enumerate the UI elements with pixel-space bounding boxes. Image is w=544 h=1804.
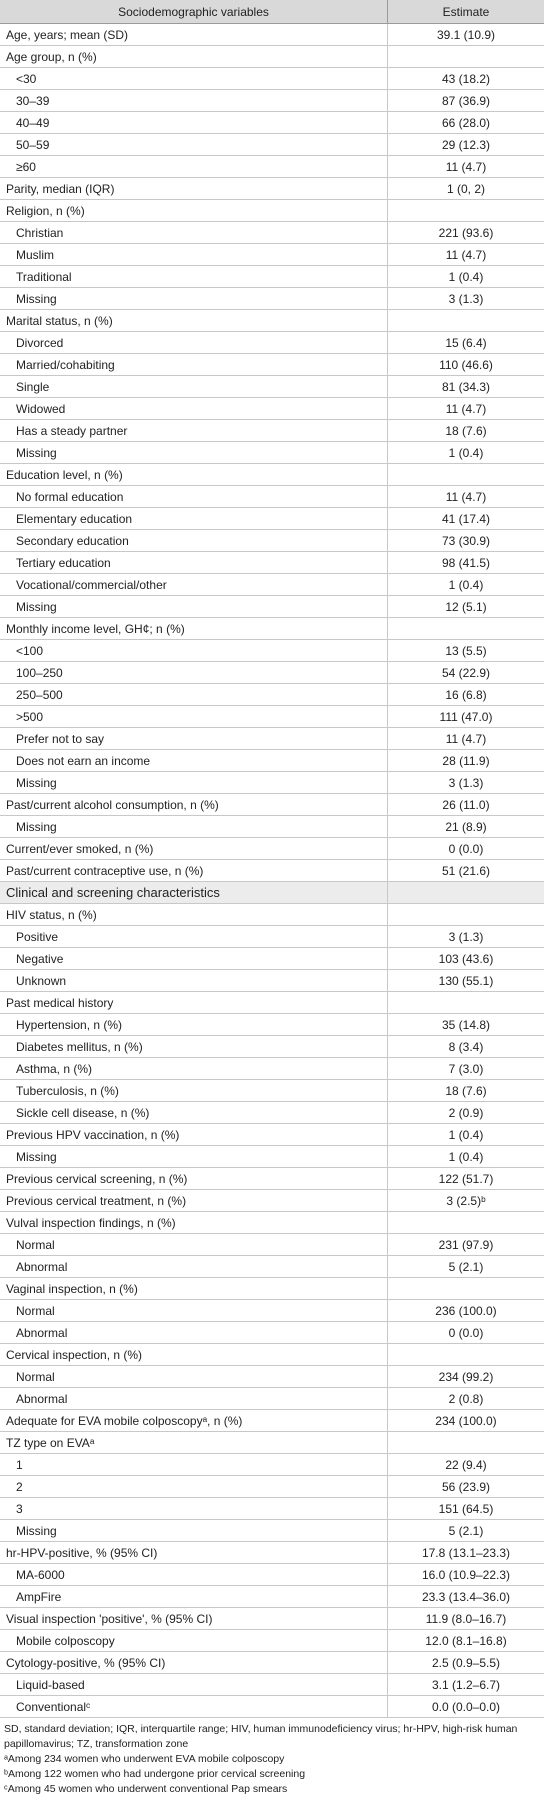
row-value: 21 (8.9) <box>388 816 544 838</box>
footnote: ᵃAmong 234 women who underwent EVA mobile colposcopy <box>4 1753 285 1765</box>
row-value <box>388 310 544 332</box>
row-label: 50–59 <box>0 134 388 156</box>
row-label: Missing <box>0 816 388 838</box>
row-label: Traditional <box>0 266 388 288</box>
table-row <box>0 904 544 926</box>
row-label: Missing <box>0 442 388 464</box>
row-label: Divorced <box>0 332 388 354</box>
row-value: 11 (4.7) <box>388 244 544 266</box>
table-row <box>0 1080 544 1102</box>
row-value: 3 (1.3) <box>388 288 544 310</box>
row-label: Missing <box>0 1520 388 1542</box>
row-label: No formal education <box>0 486 388 508</box>
row-label: HIV status, n (%) <box>0 904 388 926</box>
row-value: 3.1 (1.2–6.7) <box>388 1674 544 1696</box>
row-label: AmpFire <box>0 1586 388 1608</box>
row-label: Normal <box>0 1300 388 1322</box>
table-row <box>0 1674 544 1696</box>
table-row <box>0 1608 544 1630</box>
row-label: Religion, n (%) <box>0 200 388 222</box>
table-row <box>0 970 544 992</box>
row-value: 0.0 (0.0–0.0) <box>388 1696 544 1718</box>
table-row <box>0 596 544 618</box>
row-value: 0 (0.0) <box>388 1322 544 1344</box>
row-value: 8 (3.4) <box>388 1036 544 1058</box>
row-value: 35 (14.8) <box>388 1014 544 1036</box>
table-row <box>0 1476 544 1498</box>
row-label: 2 <box>0 1476 388 1498</box>
header-estimate: Estimate <box>388 0 544 24</box>
table-row <box>0 1564 544 1586</box>
row-value: 13 (5.5) <box>388 640 544 662</box>
table-row <box>0 1036 544 1058</box>
row-value <box>388 464 544 486</box>
row-value <box>388 1278 544 1300</box>
footnote: SD, standard deviation; IQR, interquartile range; HIV, human immunodeficiency virus; hr-HPV, high-risk human papillomavirus; TZ, transformation zone <box>4 1723 518 1750</box>
row-value: 15 (6.4) <box>388 332 544 354</box>
row-value: 56 (23.9) <box>388 1476 544 1498</box>
row-label: 250–500 <box>0 684 388 706</box>
row-label: >500 <box>0 706 388 728</box>
row-label: Missing <box>0 1146 388 1168</box>
row-value <box>388 904 544 926</box>
table-row <box>0 992 544 1014</box>
row-label: Prefer not to say <box>0 728 388 750</box>
table-row <box>0 750 544 772</box>
row-value: 7 (3.0) <box>388 1058 544 1080</box>
row-label: Adequate for EVA mobile colposcopyᵃ, n (%) <box>0 1410 388 1432</box>
table-row <box>0 684 544 706</box>
row-label: <30 <box>0 68 388 90</box>
row-value: 231 (97.9) <box>388 1234 544 1256</box>
table-row <box>0 332 544 354</box>
footnote: ᵇAmong 122 women who had undergone prior cervical screening <box>4 1768 306 1780</box>
table-row <box>0 442 544 464</box>
row-label: Vulval inspection findings, n (%) <box>0 1212 388 1234</box>
row-value: 1 (0.4) <box>388 1124 544 1146</box>
row-label: Diabetes mellitus, n (%) <box>0 1036 388 1058</box>
row-value: 2 (0.9) <box>388 1102 544 1124</box>
table-row <box>0 1586 544 1608</box>
table-row <box>0 134 544 156</box>
row-label: Missing <box>0 772 388 794</box>
table-row <box>0 46 544 68</box>
row-label: Age group, n (%) <box>0 46 388 68</box>
row-value: 12.0 (8.1–16.8) <box>388 1630 544 1652</box>
row-label: 30–39 <box>0 90 388 112</box>
table-row <box>0 640 544 662</box>
row-label: Missing <box>0 288 388 310</box>
table-row <box>0 1322 544 1344</box>
table-row <box>0 552 544 574</box>
row-label: TZ type on EVAᵃ <box>0 1432 388 1454</box>
row-value: 87 (36.9) <box>388 90 544 112</box>
row-value: 3 (2.5)ᵇ <box>388 1190 544 1212</box>
row-value: 221 (93.6) <box>388 222 544 244</box>
row-value: 1 (0.4) <box>388 266 544 288</box>
table-row <box>0 288 544 310</box>
row-label: Marital status, n (%) <box>0 310 388 332</box>
row-value: 26 (11.0) <box>388 794 544 816</box>
row-value: 1 (0.4) <box>388 1146 544 1168</box>
table-row <box>0 1366 544 1388</box>
table-row <box>0 816 544 838</box>
row-value <box>388 200 544 222</box>
row-label: 1 <box>0 1454 388 1476</box>
row-value <box>388 992 544 1014</box>
row-label: Single <box>0 376 388 398</box>
row-label: Normal <box>0 1234 388 1256</box>
row-label: Asthma, n (%) <box>0 1058 388 1080</box>
table-row <box>0 948 544 970</box>
row-value: 43 (18.2) <box>388 68 544 90</box>
table-row <box>0 1652 544 1674</box>
row-label: Age, years; mean (SD) <box>0 24 388 46</box>
table-row <box>0 266 544 288</box>
table-row <box>0 1388 544 1410</box>
row-label: Tertiary education <box>0 552 388 574</box>
row-value: 39.1 (10.9) <box>388 24 544 46</box>
row-value: 17.8 (13.1–23.3) <box>388 1542 544 1564</box>
table-row <box>0 156 544 178</box>
table-row <box>0 1124 544 1146</box>
row-label: Current/ever smoked, n (%) <box>0 838 388 860</box>
row-value: 18 (7.6) <box>388 1080 544 1102</box>
row-label: Vaginal inspection, n (%) <box>0 1278 388 1300</box>
row-label: Widowed <box>0 398 388 420</box>
row-label: Christian <box>0 222 388 244</box>
row-value: 151 (64.5) <box>388 1498 544 1520</box>
table-row <box>0 1498 544 1520</box>
row-value: 5 (2.1) <box>388 1256 544 1278</box>
table-row <box>0 376 544 398</box>
table-row <box>0 90 544 112</box>
table-row <box>0 464 544 486</box>
row-label: Mobile colposcopy <box>0 1630 388 1652</box>
table-row <box>0 486 544 508</box>
row-label: Previous cervical screening, n (%) <box>0 1168 388 1190</box>
row-label: Education level, n (%) <box>0 464 388 486</box>
row-label: 3 <box>0 1498 388 1520</box>
table-row <box>0 178 544 200</box>
row-value: 1 (0.4) <box>388 574 544 596</box>
row-label: Past/current contraceptive use, n (%) <box>0 860 388 882</box>
row-value <box>388 1212 544 1234</box>
table-body <box>0 24 544 1718</box>
row-value: 11 (4.7) <box>388 728 544 750</box>
table-row <box>0 24 544 46</box>
row-value: 11 (4.7) <box>388 156 544 178</box>
row-value: 0 (0.0) <box>388 838 544 860</box>
row-value: 22 (9.4) <box>388 1454 544 1476</box>
row-label: Previous HPV vaccination, n (%) <box>0 1124 388 1146</box>
table-row <box>0 618 544 640</box>
table-row <box>0 706 544 728</box>
row-label: Abnormal <box>0 1322 388 1344</box>
row-value: 236 (100.0) <box>388 1300 544 1322</box>
table-row <box>0 1696 544 1718</box>
row-value: 103 (43.6) <box>388 948 544 970</box>
row-value: 98 (41.5) <box>388 552 544 574</box>
table-header-row <box>0 0 544 24</box>
row-value: 11.9 (8.0–16.7) <box>388 1608 544 1630</box>
row-label: 100–250 <box>0 662 388 684</box>
table-row <box>0 1520 544 1542</box>
row-value: 41 (17.4) <box>388 508 544 530</box>
table-row <box>0 398 544 420</box>
table-row <box>0 1234 544 1256</box>
row-value: 81 (34.3) <box>388 376 544 398</box>
row-label: Tuberculosis, n (%) <box>0 1080 388 1102</box>
table-row <box>0 1212 544 1234</box>
table-row <box>0 530 544 552</box>
table-row <box>0 112 544 134</box>
table-row <box>0 222 544 244</box>
row-label: Does not earn an income <box>0 750 388 772</box>
row-label: hr-HPV-positive, % (95% CI) <box>0 1542 388 1564</box>
row-label: <100 <box>0 640 388 662</box>
row-value <box>388 46 544 68</box>
row-value: 11 (4.7) <box>388 398 544 420</box>
row-label: Unknown <box>0 970 388 992</box>
row-label: Cervical inspection, n (%) <box>0 1344 388 1366</box>
row-value <box>388 1432 544 1454</box>
table-row <box>0 794 544 816</box>
row-value: 122 (51.7) <box>388 1168 544 1190</box>
table-row <box>0 354 544 376</box>
row-label: Liquid-based <box>0 1674 388 1696</box>
table-row <box>0 1410 544 1432</box>
row-value: 234 (100.0) <box>388 1410 544 1432</box>
row-label: 40–49 <box>0 112 388 134</box>
table-row <box>0 1300 544 1322</box>
row-value: 66 (28.0) <box>388 112 544 134</box>
row-value: 3 (1.3) <box>388 926 544 948</box>
table-row <box>0 1432 544 1454</box>
row-label: MA-6000 <box>0 1564 388 1586</box>
table-row <box>0 1542 544 1564</box>
table-row <box>0 728 544 750</box>
row-label: Married/cohabiting <box>0 354 388 376</box>
row-value: 18 (7.6) <box>388 420 544 442</box>
row-value: 51 (21.6) <box>388 860 544 882</box>
row-label: Hypertension, n (%) <box>0 1014 388 1036</box>
row-value: 2 (0.8) <box>388 1388 544 1410</box>
row-value: 130 (55.1) <box>388 970 544 992</box>
row-value: 16.0 (10.9–22.3) <box>388 1564 544 1586</box>
row-label: Past/current alcohol consumption, n (%) <box>0 794 388 816</box>
row-value: 1 (0.4) <box>388 442 544 464</box>
row-value <box>388 882 544 904</box>
table-row <box>0 1344 544 1366</box>
table-row <box>0 838 544 860</box>
row-value: 29 (12.3) <box>388 134 544 156</box>
row-value: 12 (5.1) <box>388 596 544 618</box>
row-label: Abnormal <box>0 1256 388 1278</box>
footnote: ᶜAmong 45 women who underwent conventional Pap smears <box>4 1783 288 1795</box>
row-value <box>388 1344 544 1366</box>
row-value: 54 (22.9) <box>388 662 544 684</box>
header-variables: Sociodemographic variables <box>0 0 388 24</box>
row-value: 28 (11.9) <box>388 750 544 772</box>
row-label: Monthly income level, GH¢; n (%) <box>0 618 388 640</box>
table-row <box>0 926 544 948</box>
row-label: Vocational/commercial/other <box>0 574 388 596</box>
table-row <box>0 68 544 90</box>
table-row <box>0 1256 544 1278</box>
row-label: Previous cervical treatment, n (%) <box>0 1190 388 1212</box>
row-value: 11 (4.7) <box>388 486 544 508</box>
row-label: Elementary education <box>0 508 388 530</box>
table-row <box>0 1146 544 1168</box>
table-row <box>0 574 544 596</box>
row-value <box>388 618 544 640</box>
row-label: Abnormal <box>0 1388 388 1410</box>
table-row <box>0 200 544 222</box>
row-label: Positive <box>0 926 388 948</box>
row-value: 16 (6.8) <box>388 684 544 706</box>
table-row <box>0 1058 544 1080</box>
row-label: Normal <box>0 1366 388 1388</box>
row-label: Missing <box>0 596 388 618</box>
row-label: Muslim <box>0 244 388 266</box>
row-value: 2.5 (0.9–5.5) <box>388 1652 544 1674</box>
row-label: Cytology-positive, % (95% CI) <box>0 1652 388 1674</box>
table-row <box>0 1278 544 1300</box>
table-row <box>0 1630 544 1652</box>
section-header-row <box>0 882 544 904</box>
row-label: ≥60 <box>0 156 388 178</box>
table-row <box>0 1190 544 1212</box>
row-value: 1 (0, 2) <box>388 178 544 200</box>
table-footnotes <box>0 1718 544 1797</box>
table-row <box>0 1168 544 1190</box>
table-row <box>0 244 544 266</box>
table-row <box>0 508 544 530</box>
row-value: 23.3 (13.4–36.0) <box>388 1586 544 1608</box>
row-label: Clinical and screening characteristics <box>0 882 388 904</box>
row-value: 5 (2.1) <box>388 1520 544 1542</box>
table-row <box>0 662 544 684</box>
table-row <box>0 310 544 332</box>
row-value: 111 (47.0) <box>388 706 544 728</box>
row-value: 234 (99.2) <box>388 1366 544 1388</box>
table-row <box>0 1454 544 1476</box>
table-row <box>0 1102 544 1124</box>
row-value: 110 (46.6) <box>388 354 544 376</box>
row-label: Visual inspection 'positive', % (95% CI) <box>0 1608 388 1630</box>
row-label: Conventionalᶜ <box>0 1696 388 1718</box>
table-row <box>0 772 544 794</box>
row-label: Secondary education <box>0 530 388 552</box>
table-row <box>0 1014 544 1036</box>
row-value: 3 (1.3) <box>388 772 544 794</box>
row-label: Sickle cell disease, n (%) <box>0 1102 388 1124</box>
row-label: Parity, median (IQR) <box>0 178 388 200</box>
row-value: 73 (30.9) <box>388 530 544 552</box>
row-label: Has a steady partner <box>0 420 388 442</box>
row-label: Past medical history <box>0 992 388 1014</box>
table-row <box>0 420 544 442</box>
table-row <box>0 860 544 882</box>
row-label: Negative <box>0 948 388 970</box>
